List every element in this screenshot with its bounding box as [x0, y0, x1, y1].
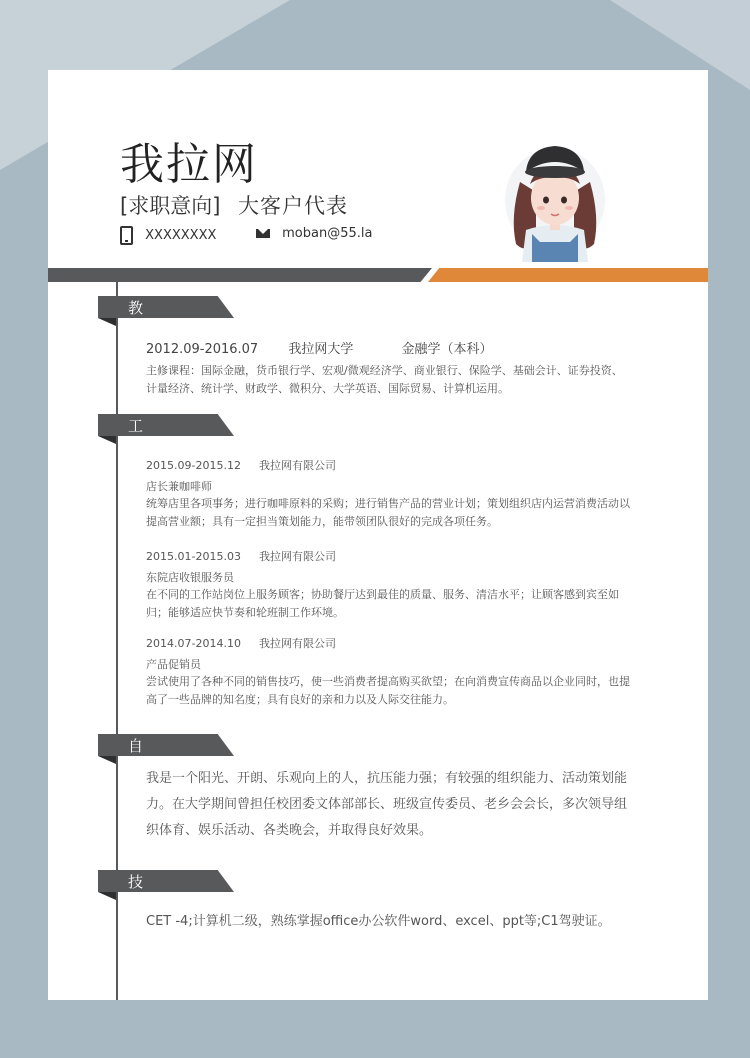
section-title: 自我评价 [128, 737, 145, 818]
job-description: 尝试使用了各种不同的销售技巧，使一些消费者提高购买欲望；在向消费宣传商品以企业同时，也提高了一些品牌的知名度；具有良好的亲和力以及人际交往能力。 [146, 675, 630, 706]
job-description: 统筹店里各项事务；进行咖啡原料的采购；进行销售产品的营业计划；策划组织店内运营消费活动以提高营业额；具有一定担当策划能力，能带领团队很好的完成各项任务。 [146, 497, 630, 528]
job-period: 2015.09-2015.12 [146, 459, 241, 472]
section-title: 工作经历 [128, 417, 145, 498]
email-contact [256, 226, 372, 241]
education-courses: 主修课程：国际金融，货币银行学、宏观/微观经济学、商业银行、保险学、基础会计、证券投资、计量经济、统计学、财政学、微积分、大学英语、国际贸易、计算机运用。 [146, 364, 623, 395]
section-tab-fold [98, 756, 116, 764]
email-address: moban@55.la [282, 226, 373, 241]
phone-icon [120, 226, 133, 245]
self-evaluation-text: 我是一个阳光、开朗、乐观向上的人，抗压能力强；有较强的组织能力、活动策划能力。在大学期间曾担任校团委文体部部长、班级宣传委员、老乡会会长，多次领导组织体育、娱乐活动、各类晚会，并取得良好效果。 [146, 771, 628, 838]
job-intent-label: [求职意向] [120, 194, 221, 218]
section-tab-fold [98, 318, 116, 326]
job-intent-value: 大客户代表 [238, 194, 348, 218]
section-tab-fold [98, 892, 116, 900]
job-entry [146, 549, 636, 622]
section-tab [98, 870, 234, 892]
job-company: 我拉网有限公司 [258, 459, 336, 472]
header-divider-orange [428, 268, 708, 282]
education-school: 我拉网大学 [288, 342, 354, 357]
section-title: 教育背景 [128, 299, 145, 380]
job-role: 店长兼咖啡师 [146, 480, 212, 493]
job-period: 2015.01-2015.03 [146, 550, 241, 563]
timeline-line [116, 282, 118, 1000]
job-company: 我拉网有限公司 [258, 637, 336, 650]
education-period: 2012.09-2016.07 [146, 342, 259, 357]
education-summary [146, 338, 493, 357]
section-title: 技能证书 [128, 873, 145, 954]
skills-text: CET -4;计算机二级，熟练掌握office办公软件word、excel、ppt等;C1驾驶证。 [146, 914, 611, 929]
section-tab [98, 734, 234, 756]
candidate-name: 我拉网 [120, 139, 258, 190]
education-major: 金融学（本科） [401, 342, 493, 357]
header-divider-gray [48, 268, 432, 282]
section-tab-fold [98, 436, 116, 444]
avatar-illustration [496, 122, 614, 262]
resume-page [48, 70, 708, 1000]
mail-icon [256, 229, 270, 238]
job-description: 在不同的工作站岗位上服务顾客；协助餐厅达到最佳的质量、服务、清洁水平；让顾客感到宾至如归；能够适应快节奏和轮班制工作环境。 [146, 588, 619, 619]
section-tab [98, 414, 234, 436]
phone-number: XXXXXXXX [145, 228, 217, 243]
job-entry [146, 458, 636, 531]
job-entry [146, 636, 636, 709]
job-company: 我拉网有限公司 [258, 550, 336, 563]
job-role: 产品促销员 [146, 658, 201, 671]
phone-contact [120, 226, 216, 245]
job-period: 2014.07-2014.10 [146, 637, 241, 650]
section-tab [98, 296, 234, 318]
job-role: 东院店收银服务员 [146, 571, 234, 584]
